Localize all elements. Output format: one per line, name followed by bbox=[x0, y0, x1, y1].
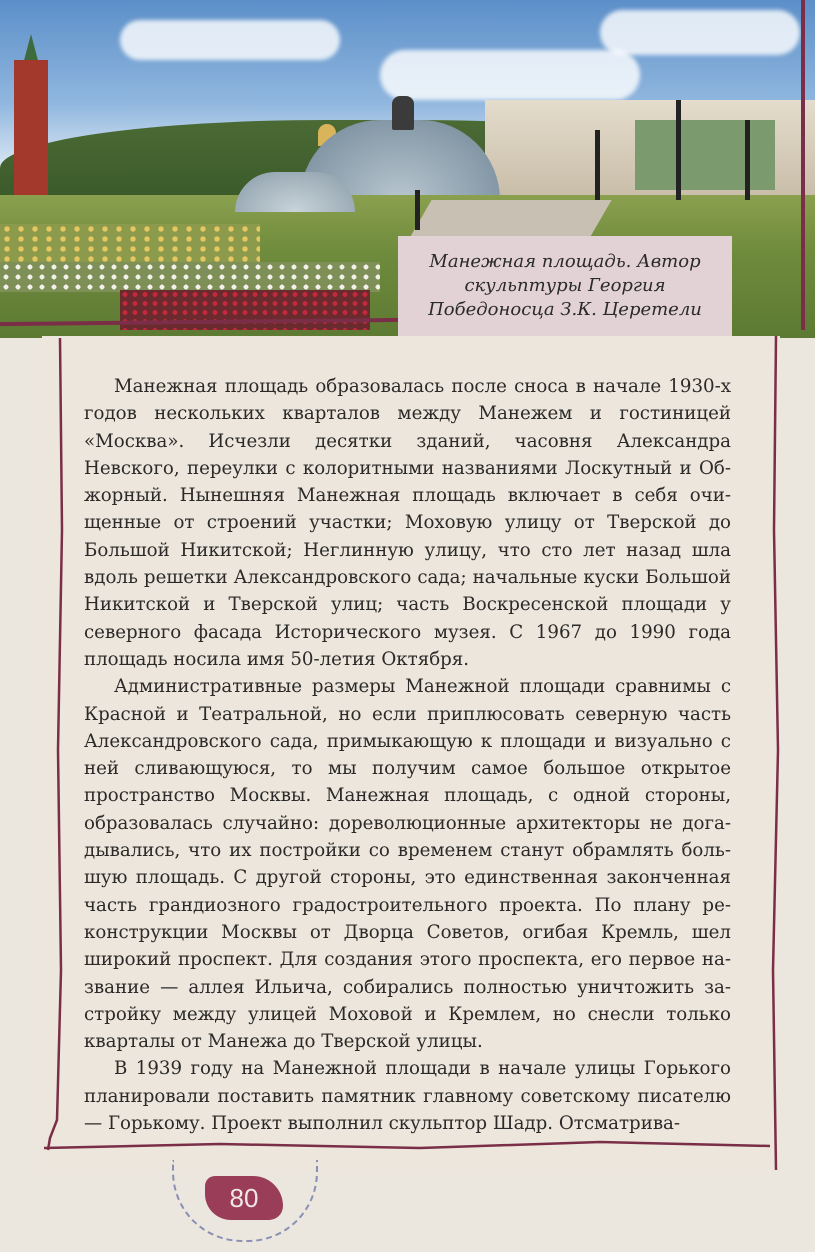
body-text bbox=[84, 373, 731, 1137]
photo-caption bbox=[398, 236, 732, 338]
paragraph: Административные размеры Манежной площади сравнимы с Красной и Театральной, но если приплюсовать северную часть Александровского сада, примыкающую к площади и визуально с ней сливающуюся, то мы получим самое большое открытое пространство Москвы. Манежная площадь, с одной стороны, образовалась случайно: дореволюционные архитекторы не догадывались, что их постройки со временем станут обрамлять большую площадь. С другой стороны, это единственная законченная часть грандиозного градостроительного проекта. По плану реконструкции Москвы от Дворца Советов, огибая Кремль, шел широкий проспект. Для создания этого проспекта, его первое название — аллея Ильича, собирались полностью уничтожить застройку между улицей Моховой и Кремлем, но снесли только кварталы от Манежа до Тверской улицы. bbox=[84, 676, 731, 1053]
caption-line: скульптуры Георгия bbox=[464, 275, 666, 296]
paragraph: В 1939 году на Манежной площади в начале улицы Горького планировали поставить памятник главному советскому писателю — Горькому. Проект выполнил скульптор Шадр. Отсматрива- bbox=[84, 1058, 731, 1135]
caption-line: Победоносца З.К. Церетели bbox=[428, 299, 702, 320]
caption-line: Манежная площадь. Автор bbox=[429, 251, 701, 272]
page-number: 80 bbox=[229, 1183, 259, 1213]
paragraph: Манежная площадь образовалась после сноса в начале 1930-х годов нескольких кварталов между Манежем и гостиницей «Москва». Исчезли десятки зданий, часовня Александра Невского, переулки с колоритными названиями Лоскутный и Обжорный. Нынешняя Манежная площадь включает в себя очищенные от строений участки; Моховую улицу от Тверской до Большой Никитской; Неглинную улицу, что сто лет назад шла вдоль решетки Александровского сада; начальные куски Большой Никитской и Тверской улиц; часть Воскресенской площади у северного фасада Исторического музея. С 1967 до 1990 года площадь носила имя 50-летия Октября. bbox=[84, 376, 731, 670]
